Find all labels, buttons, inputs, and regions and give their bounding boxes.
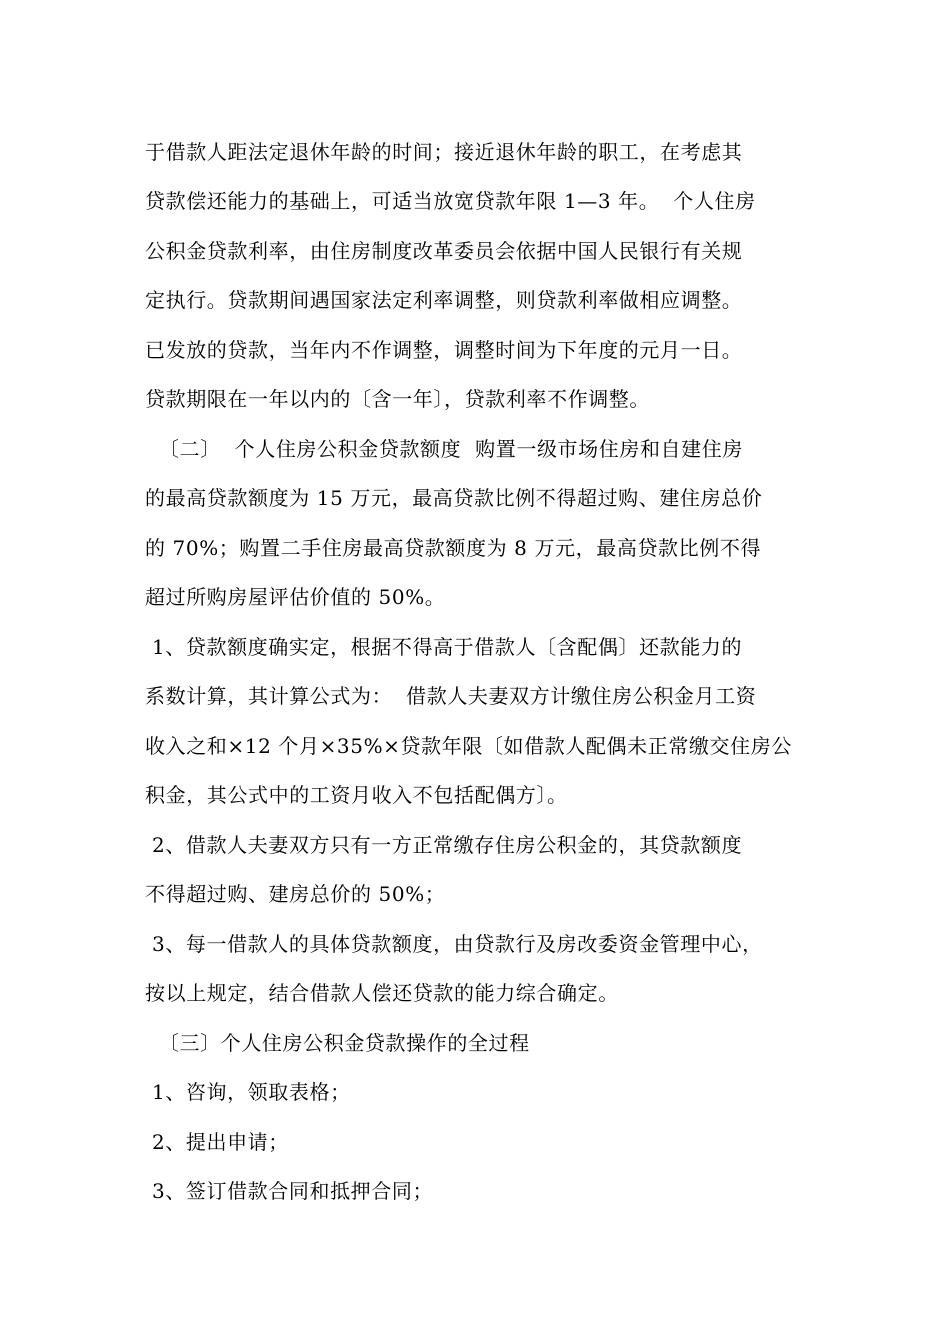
section-heading-line: 〔二〕 个人住房公积金贷款额度 购置一级市场住房和自建住房 [145,437,743,461]
list-item-line: 3、签订借款合同和抵押合同； [145,1179,434,1203]
paragraph-line: 公积金贷款利率，由住房制度改革委员会依据中国人民银行有关规 [145,239,743,263]
list-item-line: 1、咨询，领取表格； [145,1080,351,1104]
paragraph-line: 贷款期限在一年以内的〔含一年〕，贷款利率不作调整。 [145,387,650,411]
list-item-line: 2、提出申请； [145,1130,289,1154]
paragraph-line: 定执行。贷款期间遇国家法定利率调整，则贷款利率做相应调整。 [145,288,743,312]
paragraph-line: 按以上规定，结合借款人偿还贷款的能力综合确定。 [145,981,619,1005]
list-item-line: 3、每一借款人的具体贷款额度，由贷款行及房改委资金管理中心， [145,932,763,956]
paragraph-line: 已发放的贷款，当年内不作调整，调整时间为下年度的元月一日。 [145,338,743,362]
list-item-line: 2、借款人夫妻双方只有一方正常缴存住房公积金的，其贷款额度 [145,833,743,857]
list-item-line: 1、贷款额度确实定，根据不得高于借款人〔含配偶〕还款能力的 [145,635,743,659]
paragraph-line: 积金，其公式中的工资月收入不包括配偶方〕。 [145,783,568,807]
paragraph-line: 的 70%；购置二手住房最高贷款额度为 8 万元，最高贷款比例不得 [145,536,762,560]
paragraph-line: 系数计算，其计算公式为： 借款人夫妻双方计缴住房公积金月工资 [145,684,757,708]
paragraph-line: 不得超过购、建房总价的 50%； [145,882,446,906]
section-heading-line: 〔三〕个人住房公积金贷款操作的全过程 [145,1031,530,1055]
paragraph-line: 的最高贷款额度为 15 万元，最高贷款比例不得超过购、建住房总价 [145,486,763,510]
paragraph-line: 于借款人距法定退休年龄的时间；接近退休年龄的职工，在考虑其 [145,140,743,164]
paragraph-line: 超过所购房屋评估价值的 50%。 [145,585,446,609]
paragraph-line: 贷款偿还能力的基础上，可适当放宽贷款年限 1—3 年。 个人住房 [145,189,756,213]
paragraph-line: 收入之和×12 个月×35%×贷款年限〔如借款人配偶未正常缴交住房公 [145,734,792,758]
